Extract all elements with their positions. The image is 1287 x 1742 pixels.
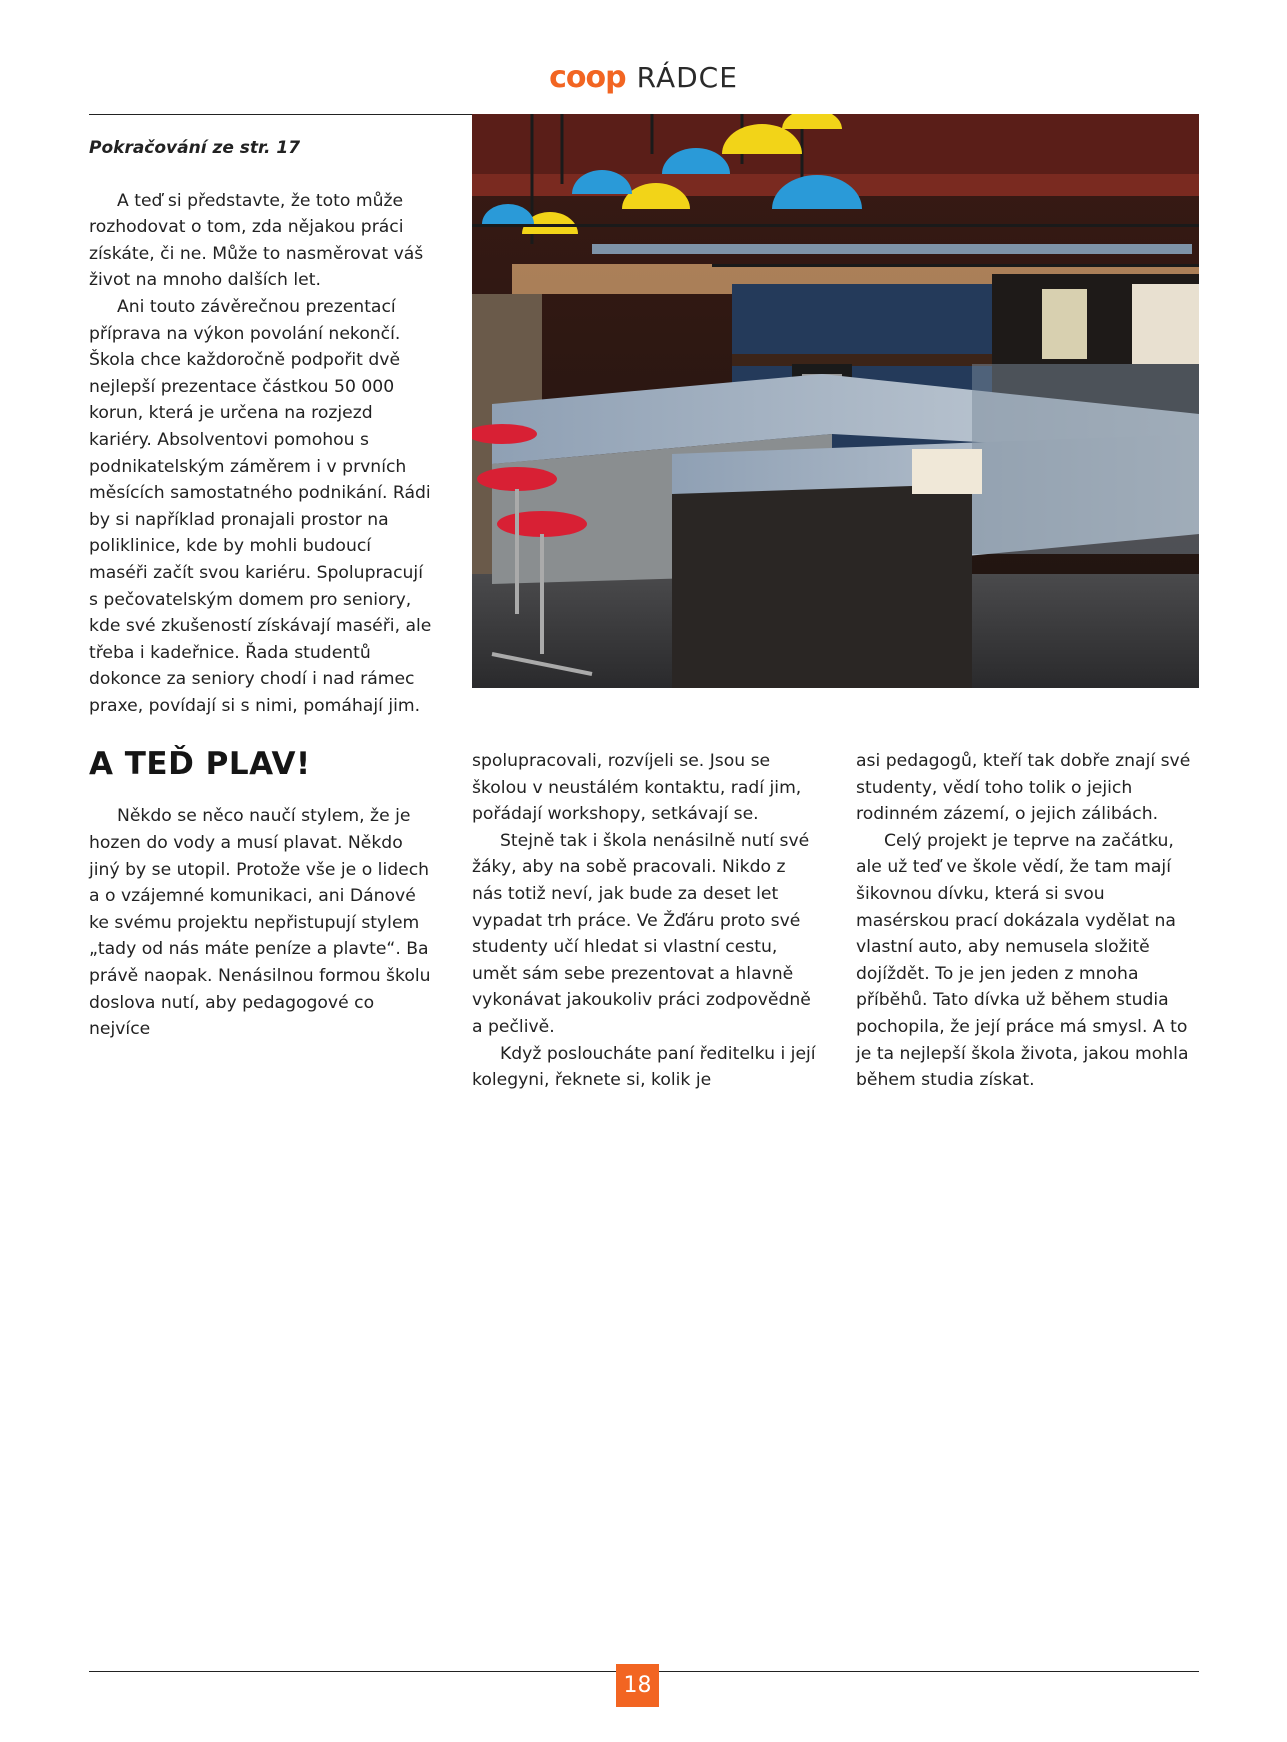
page-header — [0, 60, 1287, 100]
coop-logo: coop — [549, 60, 626, 95]
paragraph: Když posloucháte paní ředitelku i její kolegyni, řeknete si, kolik je — [472, 1043, 816, 1091]
section-heading: A TEĎ PLAV! — [89, 746, 311, 783]
text-column-3 — [856, 748, 1201, 1094]
bar-interior-photo — [472, 114, 1199, 688]
paragraph: Ani touto závěrečnou prezentací příprava na výkon povolání nekončí. Škola chce každoročně podpořit dvě nejlepší prezentace částkou 50 000 korun, která je určena na rozjezd kariéry. Absolventovi pomohou s podnikatelským záměrem i v prvních měsících samostatného podnikání. Rádi by si například pronajali prostor na poliklinice, kde by mohli budoucí maséři začít svou kariéru. Spolupracují s pečovatelským domem pro seniory, kde své zkušeností získávají maséři, ale třeba i kadeřnice. Řada studentů dokonce za seniory chodí i nad rámec praxe, povídají si s nimi, pomáhají jim. — [89, 296, 432, 716]
page-number: 18 — [616, 1664, 659, 1707]
paragraph: Celý projekt je teprve na začátku, ale už teď ve škole vědí, že tam mají šikovnou dívku, která si svou masérskou prací dokázala vydělat na vlastní auto, aby nemusela složitě dojíždět. To je jen jeden z mnoha příběhů. Tato dívka už během studia pochopila, že její práce má smysl. A to je ta nejlepší škola života, jakou mohla během studia získat. — [856, 830, 1189, 1091]
paragraph: asi pedagogů, kteří tak dobře znají své studenty, vědí toho tolik o jejich rodinném zázemí, o jejich zálibách. — [856, 751, 1191, 825]
magazine-title: RÁDCE — [636, 61, 738, 94]
paragraph: spolupracovali, rozvíjeli se. Jsou se školou v neustálém kontaktu, radí jim, pořádají workshopy, setkávají se. — [472, 751, 802, 825]
text-column-2 — [472, 748, 817, 1094]
top-rule — [89, 114, 473, 115]
bar-photo-illustration — [472, 114, 1199, 688]
continuation-note: Pokračování ze str. 17 — [89, 138, 301, 158]
paragraph: Někdo se něco naučí stylem, že je hozen do vody a musí plavat. Někdo jiný by se utopil. Protože vše je o lidech a o vzájemné komunikaci, ani Dánové ke svému projektu nepřistupují stylem „tady od nás máte peníze a plavte“. Ba právě naopak. Nenásilnou formou školu doslova nutí, aby pedagogové co nejvíce — [89, 806, 431, 1040]
text-column-1 — [89, 135, 434, 1043]
paragraph: Stejně tak i škola nenásilně nutí své žáky, aby na sobě pracovali. Nikdo z nás totiž neví, jak bude za deset let vypadat trh práce. Ve Žďáru proto své studenty učí hledat si vlastní cestu, umět sám sebe prezentovat a hlavně vykonávat jakoukoliv práci zodpovědně a pečlivě. — [472, 830, 811, 1037]
paragraph: A teď si představte, že toto může rozhodovat o tom, zda nějakou práci získáte, či ne. Může to nasměrovat váš život na mnoho dalších let. — [89, 190, 424, 291]
